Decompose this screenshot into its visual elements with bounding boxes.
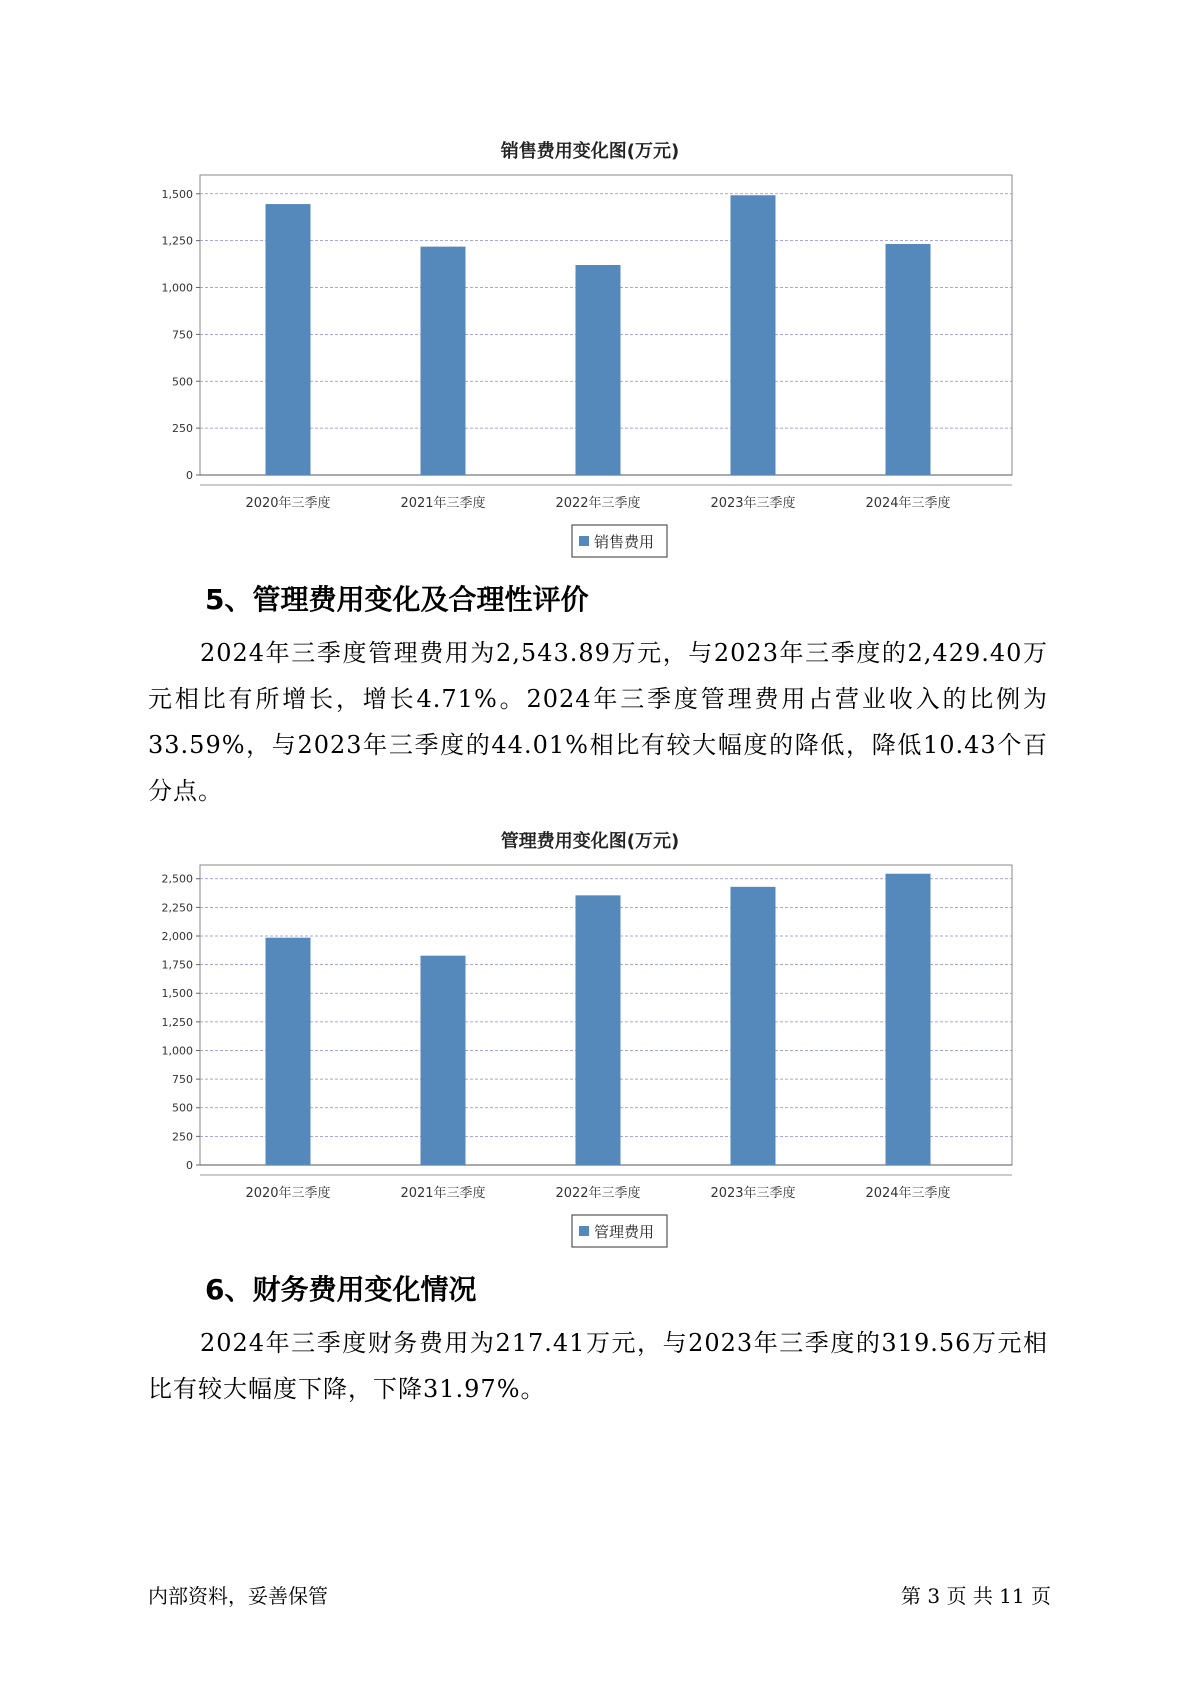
- bar: [886, 244, 931, 475]
- x-axis-categories: [245, 1185, 950, 1201]
- y-axis-ticks: [162, 188, 201, 482]
- section6-heading: 6、财务费用变化情况: [205, 1273, 477, 1306]
- y-tick-label: 750: [172, 328, 193, 342]
- bars: [266, 874, 931, 1165]
- x-category-label: 2023年三季度: [710, 496, 796, 511]
- bar: [421, 956, 466, 1165]
- x-category-label: 2022年三季度: [555, 496, 641, 511]
- legend-swatch: [579, 1226, 589, 1236]
- bar: [576, 895, 621, 1165]
- y-tick-label: 500: [172, 375, 193, 389]
- y-tick-label: 1,000: [161, 1044, 193, 1058]
- legend: [572, 1215, 667, 1247]
- y-tick-label: 0: [186, 1159, 193, 1172]
- management-expense-chart-svg: [150, 820, 1030, 1250]
- management-expense-chart: [150, 820, 1030, 1250]
- y-tick-label: 1,500: [161, 987, 193, 1001]
- bar: [886, 874, 931, 1165]
- legend-label: 销售费用: [594, 533, 655, 551]
- section6-paragraph: 2024年三季度财务费用为217.41万元，与2023年三季度的319.56万元相比有较大幅度下降，下降31.97%。: [148, 1329, 1048, 1403]
- y-tick-label: 1,500: [161, 187, 193, 201]
- sales-expense-chart: [150, 130, 1030, 560]
- x-category-label: 2020年三季度: [245, 1186, 331, 1201]
- y-tick-label: 0: [186, 469, 193, 482]
- x-category-label: 2024年三季度: [865, 1186, 951, 1201]
- bars: [266, 195, 931, 475]
- x-category-label: 2023年三季度: [710, 1186, 796, 1201]
- y-axis-ticks: [162, 873, 201, 1172]
- y-tick-label: 2,000: [161, 929, 193, 943]
- chart-title: 销售费用变化图(万元): [500, 141, 680, 162]
- bar: [731, 887, 776, 1165]
- legend-label: 管理费用: [594, 1223, 655, 1241]
- footer-confidential: 内部资料，妥善保管: [148, 1584, 328, 1608]
- y-tick-label: 2,250: [161, 901, 193, 915]
- bar: [731, 195, 776, 475]
- sales-expense-chart-svg: [150, 130, 1030, 560]
- y-tick-label: 1,250: [161, 234, 193, 248]
- x-category-label: 2020年三季度: [245, 496, 331, 511]
- footer-page-number: 第 3 页 共 11 页: [901, 1584, 1051, 1608]
- y-tick-label: 2,500: [161, 872, 193, 886]
- y-tick-label: 1,000: [161, 281, 193, 295]
- x-category-label: 2022年三季度: [555, 1186, 641, 1201]
- x-category-label: 2021年三季度: [400, 1186, 486, 1201]
- bar: [421, 247, 466, 475]
- y-tick-label: 500: [172, 1101, 193, 1115]
- y-tick-label: 250: [172, 1130, 193, 1144]
- x-category-label: 2024年三季度: [865, 496, 951, 511]
- x-category-label: 2021年三季度: [400, 496, 486, 511]
- y-tick-label: 750: [172, 1073, 193, 1087]
- chart-title: 管理费用变化图(万元): [500, 831, 680, 852]
- x-axis-categories: [245, 495, 950, 511]
- bar: [266, 938, 311, 1165]
- y-tick-label: 250: [172, 422, 193, 436]
- y-tick-label: 1,750: [161, 958, 193, 972]
- bar: [576, 265, 621, 475]
- section5-heading: 5、管理费用变化及合理性评价: [205, 583, 589, 616]
- legend-swatch: [579, 536, 589, 546]
- section5-paragraph: 2024年三季度管理费用为2,543.89万元，与2023年三季度的2,429.40万元相比有所增长，增长4.71%。2024年三季度管理费用占营业收入的比例为33.59%，与2023年三季度的44.01%相比有较大幅度的降低，降低10.43个百分点。: [148, 639, 1048, 805]
- legend: [572, 525, 667, 557]
- y-tick-label: 1,250: [161, 1015, 193, 1029]
- bar: [266, 204, 311, 475]
